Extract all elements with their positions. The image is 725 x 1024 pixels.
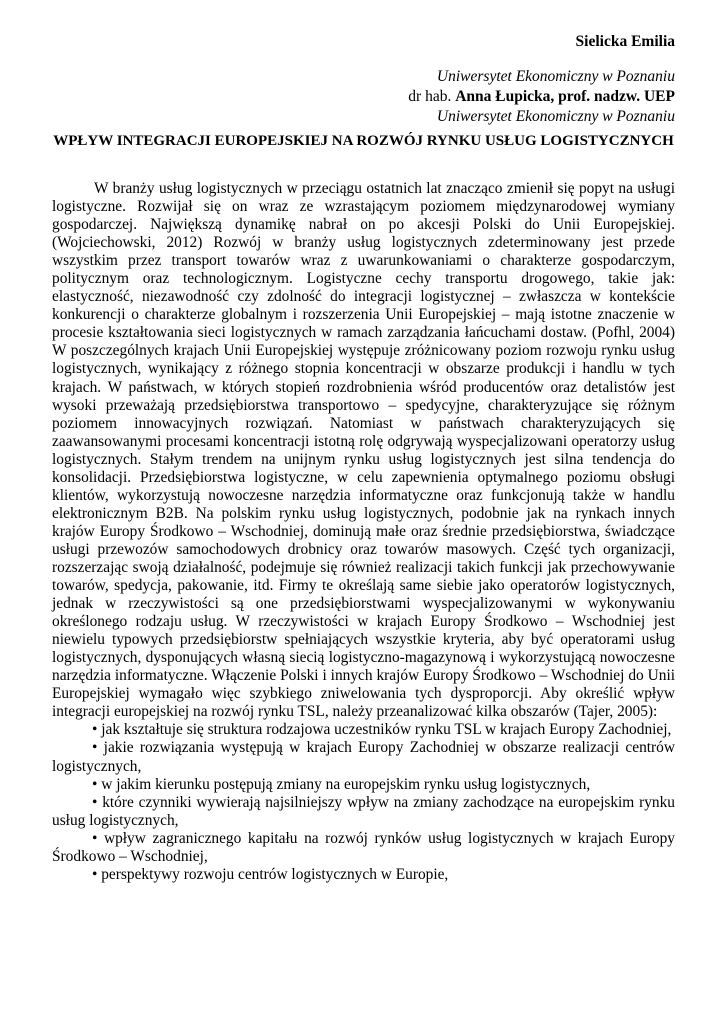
supervisor-prefix: dr hab. (408, 88, 456, 105)
bullet-list (52, 721, 675, 883)
bullet-item: • perspektywy rozwoju centrów logistycznych w Europie, (92, 865, 449, 883)
author-header (408, 32, 675, 127)
body-paragraph: W branży usług logistycznych w przeciągu ostatnich lat znacząco zmienił się popyt na usługi logistyczne. Rozwijał się on wraz ze wzrastającym poziomem międzynarodowej wymiany gospodarczej. Największą dynamikę nabrał on po akcesji Polski do Unii Europejskiej. (Wojciechowski, 2012) Rozwój w branży usług logistycznych zdeterminowany jest przede wszystkim przez transport towarów wraz z uwarunkowaniami o charakterze gospodarczym, politycznym oraz technologicznym. Logistyczne cechy transportu drogowego, takie jak: elastyczność, niezawodność czy zdolność do integracji logistycznej – zwłaszcza w kontekście konkurencji o charakterze globalnym i rozszerzenia Unii Europejskiej – mają istotne znaczenie w procesie kształtowania sieci logistycznych w ramach zarządzania łańcuchami dostaw. (Pofhl, 2004) W poszczególnych krajach Unii Europejskiej występuje zróżnicowany poziom rozwoju rynku usług logistycznych, wynikający z różnego stopnia koncentracji w obszarze produkcji i handlu w tych krajach. W państwach, w których stopień rozdrobnienia wśród producentów oraz detalistów jest wysoki przeważają przedsiębiorstwa transportowo – spedycyjne, charakteryzujące się różnym poziomem innowacyjnych rozwiązań. Natomiast w państwach charakteryzujących się zaawansowanymi procesami koncentracji istotną rolę odgrywają wyspecjalizowani operatorzy usług logistycznych. Stałym trendem na unijnym rynku usług logistycznych jest silna tendencja do konsolidacji. Przedsiębiorstwa logistyczne, w celu zapewnienia optymalnego poziomu obsługi klientów, wykorzystują nowoczesne narzędzia informatyczne oraz funkcjonują także w handlu elektronicznym B2B. Na polskim rynku usług logistycznych, podobnie jak na rynkach innych krajów Europy Środkowo – Wschodniej, dominują małe oraz średnie przedsiębiorstwa, świadczące usługi przewozów samochodowych drobnicy oraz towarów masowych. Część tych organizacji, rozszerzając swoją działalność, podejmuje się również realizacji takich funkcji jak przechowywanie towarów, spedycja, pakowanie, itd. Firmy te określają same siebie jako operatorów logistycznych, jednak w rzeczywistości są one przedsiębiorstwami wyspecjalizowanymi w wykonywaniu określonego rodzaju usług. W rzeczywistości w krajach Europy Środkowo – Wschodniej jest niewielu typowych przedsiębiorstw spełniających wszystkie kryteria, aby być operatorami usług logistycznych, dysponujących własną siecią logistyczno-magazynową i wykorzystującą nowoczesne narzędzia informatyczne. Włączenie Polski i innych krajów Europy Środkowo – Wschodniej do Unii Europejskiej wymagało więc szybkiego zniwelowania tych dysproporcji. Aby określić wpływ integracji europejskiej na rozwój rynku TSL, należy przeanalizować kilka obszarów (Tajer, 2005): (52, 180, 675, 721)
supervisor-name: Anna Łupicka, prof. nadzw. UEP (455, 88, 675, 105)
bullet-item: • jak kształtuje się struktura rodzajowa uczestników rynku TSL w krajach Europy Zachodniej, (92, 721, 672, 739)
bullet-item: • wpływ zagranicznego kapitału na rozwój rynków usług logistycznych w krajach Europy Środkowo – Wschodniej, (52, 829, 675, 865)
supervisor-institution: Uniwersytet Ekonomiczny w Poznaniu (436, 108, 675, 125)
bullet-item: • jakie rozwiązania występują w krajach Europy Zachodniej w obszarze realizacji centrów logistycznych, (52, 739, 675, 775)
paper-title: WPŁYW INTEGRACJI EUROPEJSKIEJ NA ROZWÓJ RYNKU USŁUG LOGISTYCZNYCH (53, 133, 674, 149)
bullet-item: • które czynniki wywierają najsilniejszy wpływ na zmiany zachodzące na europejskim rynku usług logistycznych, (52, 793, 675, 829)
paper-body (52, 180, 675, 884)
bullet-item: • w jakim kierunku postępują zmiany na europejskim rynku usług logistycznych, (92, 775, 591, 793)
author-name: Sielicka Emilia (575, 33, 675, 50)
author-institution: Uniwersytet Ekonomiczny w Poznaniu (436, 68, 675, 85)
supervisor-line (408, 87, 675, 107)
